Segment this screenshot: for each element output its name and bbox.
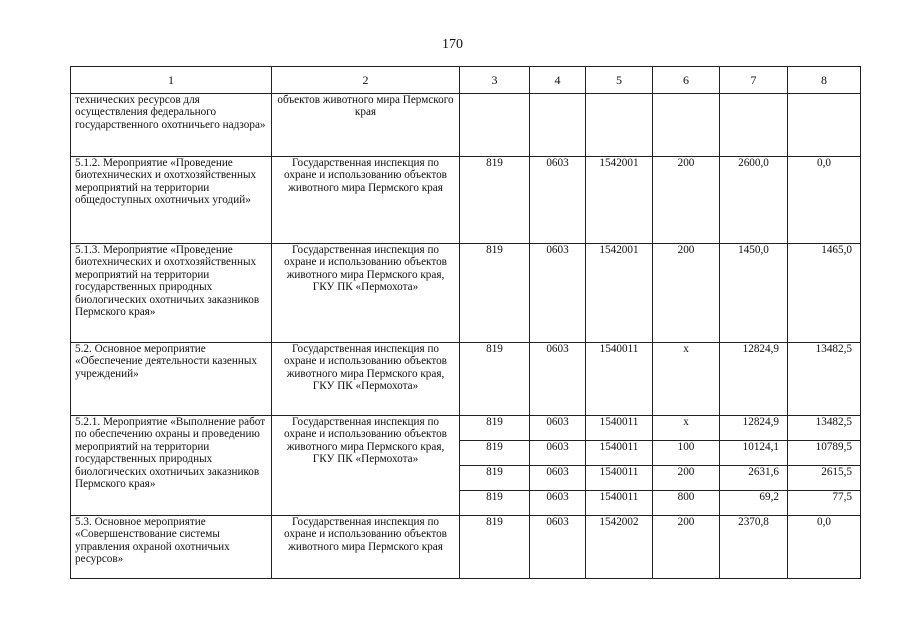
table-row bbox=[71, 157, 861, 244]
admin-code-cell: 819 bbox=[460, 466, 530, 491]
expense-type-cell: 100 bbox=[653, 441, 720, 466]
activity-name-cell: 5.1.2. Мероприятие «Проведение биотехнических и охотхозяйственных мероприятий на территории общедоступных охотничьих угодий» bbox=[71, 157, 272, 244]
amount-cell-col7: 69,2 bbox=[720, 491, 788, 516]
expense-type-cell: 200 bbox=[653, 516, 720, 579]
target-article-cell: 1540011 bbox=[586, 343, 653, 416]
expense-type-cell: х bbox=[653, 416, 720, 441]
amount-cell-col7: 12824,9 bbox=[720, 343, 788, 416]
admin-code-cell bbox=[460, 94, 530, 157]
section-code-cell bbox=[530, 94, 586, 157]
column-header: 6 bbox=[653, 67, 720, 94]
amount-cell-col7: 10124,1 bbox=[720, 441, 788, 466]
activity-name-cell: 5.2.1. Мероприятие «Выполнение работ по обеспечению охраны и проведению мероприятий на территории государственных природных биологических охотничьих заказников Пермского края» bbox=[71, 416, 272, 516]
column-header: 7 bbox=[720, 67, 788, 94]
section-code-cell: 0603 bbox=[530, 466, 586, 491]
target-article-cell: 1540011 bbox=[586, 441, 653, 466]
target-article-cell: 1542002 bbox=[586, 516, 653, 579]
activity-name-cell: 5.2. Основное мероприятие «Обеспечение деятельности казенных учреждений» bbox=[71, 343, 272, 416]
admin-code-cell: 819 bbox=[460, 516, 530, 579]
section-code-cell: 0603 bbox=[530, 491, 586, 516]
expense-type-cell bbox=[653, 94, 720, 157]
expense-type-cell: 200 bbox=[653, 244, 720, 343]
page-number: 170 bbox=[442, 37, 463, 52]
admin-code-cell: 819 bbox=[460, 491, 530, 516]
amount-cell-col7: 12824,9 bbox=[720, 416, 788, 441]
section-code-cell: 0603 bbox=[530, 157, 586, 244]
executor-cell: объектов животного мира Пермского края bbox=[272, 94, 460, 157]
amount-cell-col8: 13482,5 bbox=[788, 343, 861, 416]
expense-type-cell: 200 bbox=[653, 157, 720, 244]
target-article-cell bbox=[586, 94, 653, 157]
admin-code-cell: 819 bbox=[460, 416, 530, 441]
target-article-cell: 1542001 bbox=[586, 157, 653, 244]
table-row bbox=[71, 94, 861, 157]
amount-cell-col8: 13482,5 bbox=[788, 416, 861, 441]
target-article-cell: 1540011 bbox=[586, 491, 653, 516]
activity-name-cell: 5.1.3. Мероприятие «Проведение биотехнических и охотхозяйственных мероприятий на территории государственных природных биологических охотничьих заказников Пермского края» bbox=[71, 244, 272, 343]
expense-type-cell: 800 bbox=[653, 491, 720, 516]
target-article-cell: 1540011 bbox=[586, 416, 653, 441]
budget-table bbox=[70, 66, 861, 579]
column-header: 4 bbox=[530, 67, 586, 94]
expense-type-cell: х bbox=[653, 343, 720, 416]
header-row bbox=[71, 67, 861, 94]
table-row bbox=[71, 416, 861, 441]
amount-cell-col7: 2370,8 bbox=[720, 516, 788, 579]
section-code-cell: 0603 bbox=[530, 516, 586, 579]
section-code-cell: 0603 bbox=[530, 343, 586, 416]
section-code-cell: 0603 bbox=[530, 244, 586, 343]
column-header: 1 bbox=[71, 67, 272, 94]
amount-cell-col7: 2631,6 bbox=[720, 466, 788, 491]
amount-cell-col8: 77,5 bbox=[788, 491, 861, 516]
admin-code-cell: 819 bbox=[460, 244, 530, 343]
executor-cell: Государственная инспекция по охране и использованию объектов животного мира Пермского края, ГКУ ПК «Пермохота» bbox=[272, 416, 460, 516]
executor-cell: Государственная инспекция по охране и использованию объектов животного мира Пермского края bbox=[272, 157, 460, 244]
column-header: 8 bbox=[788, 67, 861, 94]
executor-cell: Государственная инспекция по охране и использованию объектов животного мира Пермского края bbox=[272, 516, 460, 579]
activity-name-cell: 5.3. Основное мероприятие «Совершенствование системы управления охраной охотничьих ресурсов» bbox=[71, 516, 272, 579]
admin-code-cell: 819 bbox=[460, 343, 530, 416]
amount-cell-col8: 0,0 bbox=[788, 516, 861, 579]
column-header: 2 bbox=[272, 67, 460, 94]
table-row bbox=[71, 244, 861, 343]
activity-name-cell: технических ресурсов для осуществления федерального государственного охотничьего надзора» bbox=[71, 94, 272, 157]
section-code-cell: 0603 bbox=[530, 441, 586, 466]
expense-type-cell: 200 bbox=[653, 466, 720, 491]
table-row bbox=[71, 343, 861, 416]
column-header: 5 bbox=[586, 67, 653, 94]
amount-cell-col8: 0,0 bbox=[788, 157, 861, 244]
amount-cell-col8: 2615,5 bbox=[788, 466, 861, 491]
amount-cell-col8: 10789,5 bbox=[788, 441, 861, 466]
admin-code-cell: 819 bbox=[460, 157, 530, 244]
target-article-cell: 1540011 bbox=[586, 466, 653, 491]
executor-cell: Государственная инспекция по охране и использованию объектов животного мира Пермского края, ГКУ ПК «Пермохота» bbox=[272, 244, 460, 343]
amount-cell-col7: 2600,0 bbox=[720, 157, 788, 244]
admin-code-cell: 819 bbox=[460, 441, 530, 466]
amount-cell-col8: 1465,0 bbox=[788, 244, 861, 343]
amount-cell-col7: 1450,0 bbox=[720, 244, 788, 343]
table-row bbox=[71, 516, 861, 579]
executor-cell: Государственная инспекция по охране и использованию объектов животного мира Пермского края, ГКУ ПК «Пермохота» bbox=[272, 343, 460, 416]
section-code-cell: 0603 bbox=[530, 416, 586, 441]
target-article-cell: 1542001 bbox=[586, 244, 653, 343]
column-header: 3 bbox=[460, 67, 530, 94]
amount-cell-col7 bbox=[720, 94, 788, 157]
amount-cell-col8 bbox=[788, 94, 861, 157]
